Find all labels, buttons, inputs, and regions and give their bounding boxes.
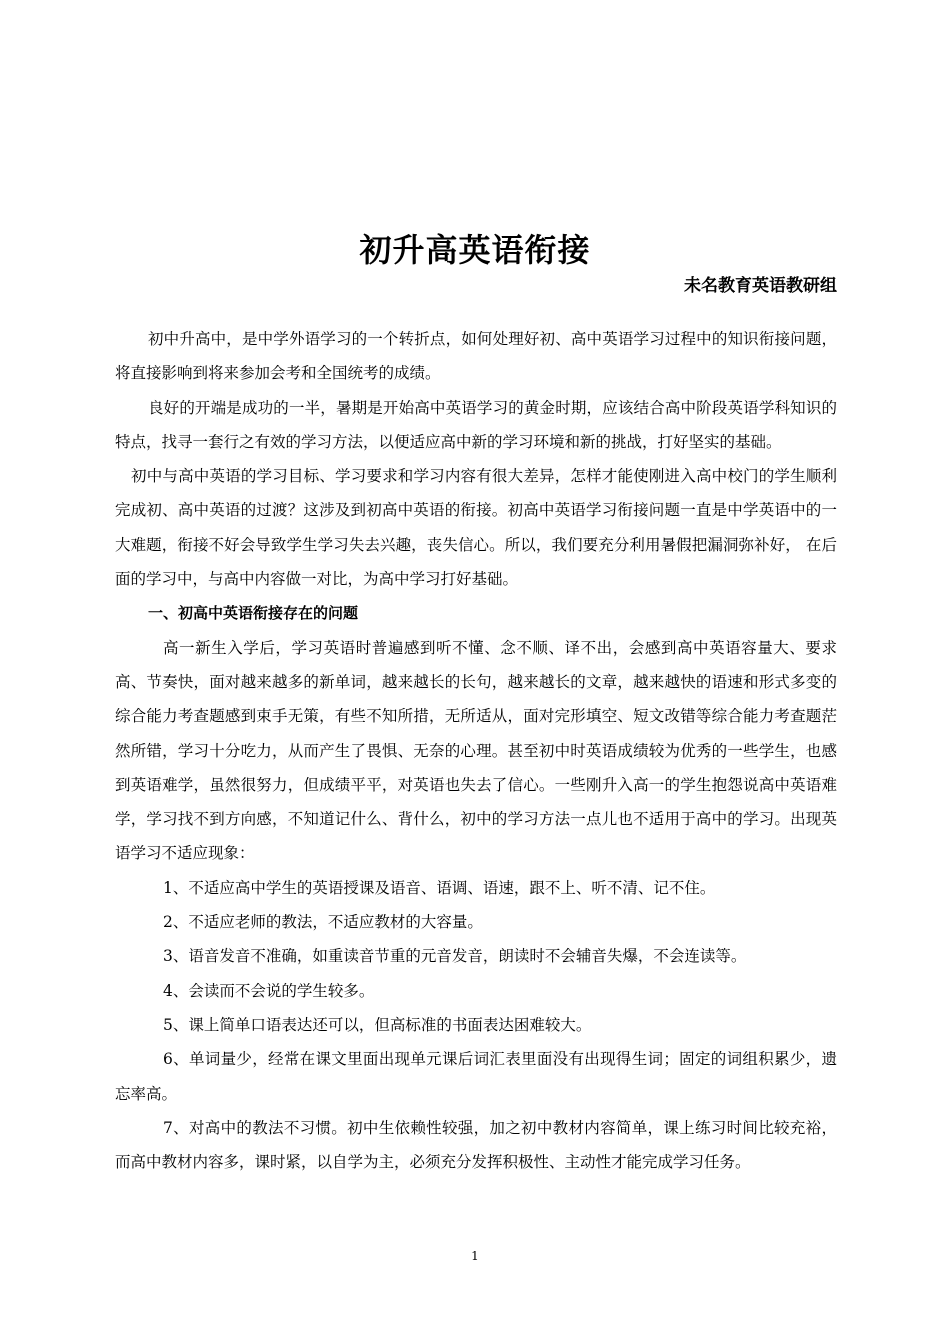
paragraph: 初中与高中英语的学习目标、学习要求和学习内容有很大差异，怎样才能使刚进入高中校门的学生顺利完成初、高中英语的过渡？这涉及到初高中英语的衔接。初高中英语学习衔接问题一直是中学英语中的一大难题，衔接不好会导致学生学习失去兴趣，丧失信心。所以，我们要充分利用暑假把漏洞弥补好， 在后面的学习中，与高中内容做一对比，为高中学习打好基础。: [115, 467, 837, 589]
page-number: 1: [471, 1249, 479, 1263]
document-title: 初升高英语衔接: [359, 231, 591, 269]
section-heading: 一、初高中英语衔接存在的问题: [148, 604, 359, 623]
list-item: 5、课上简单口语表达还可以，但高标准的书面表达困难较大。: [163, 1015, 592, 1034]
list-item: 6、单词量少，经常在课文里面出现单元课后词汇表里面没有出现得生词；固定的词组积累少，遗忘率高。: [115, 1050, 837, 1103]
list-item: 1、不适应高中学生的英语授课及语音、语调、语速，跟不上、听不清、记不住。: [163, 878, 716, 897]
paragraph: 良好的开端是成功的一半，暑期是开始高中英语学习的黄金时期，应该结合高中阶段英语学科知识的特点，找寻一套行之有效的学习方法，以便适应高中新的学习环境和新的挑战，打好坚实的基础。: [115, 398, 837, 451]
document-body: [115, 322, 837, 1179]
paragraph: 初中升高中，是中学外语学习的一个转折点，如何处理好初、高中英语学习过程中的知识衔接问题，将直接影响到将来参加会考和全国统考的成绩。: [115, 330, 837, 383]
list-item: 7、对高中的教法不习惯。初中生依赖性较强，加之初中教材内容简单，课上练习时间比较充裕，而高中教材内容多，课时紧，以自学为主，必须充分发挥积极性、主动性才能完成学习任务。: [115, 1118, 837, 1172]
list-item: 4、会读而不会说的学生较多。: [163, 981, 375, 1000]
list-item: 2、不适应老师的教法，不适应教材的大容量。: [163, 913, 483, 932]
paragraph: 高一新生入学后，学习英语时普遍感到听不懂、念不顺、译不出，会感到高中英语容量大、要求高、节奏快，面对越来越多的新单词，越来越长的长句，越来越长的文章，越来越快的语速和形式多变的综合能力考查题感到束手无策，有些不知所措，无所适从，面对完形填空、短文改错等综合能力考查题茫然所错，学习十分吃力，从而产生了畏惧、无奈的心理。甚至初中时英语成绩较为优秀的一些学生，也感到英语难学，虽然很努力，但成绩平平，对英语也失去了信心。一些刚升入高一的学生抱怨说高中英语难学，学习找不到方向感，不知道记什么、背什么，初中的学习方法一点儿也不适用于高中的学习。出现英语学习不适应现象：: [115, 638, 837, 863]
document-author: 未名教育英语教研组: [684, 276, 837, 296]
list-item: 3、语音发音不准确，如重读音节重的元音发音，朗读时不会辅音失爆，不会连读等。: [163, 947, 747, 966]
